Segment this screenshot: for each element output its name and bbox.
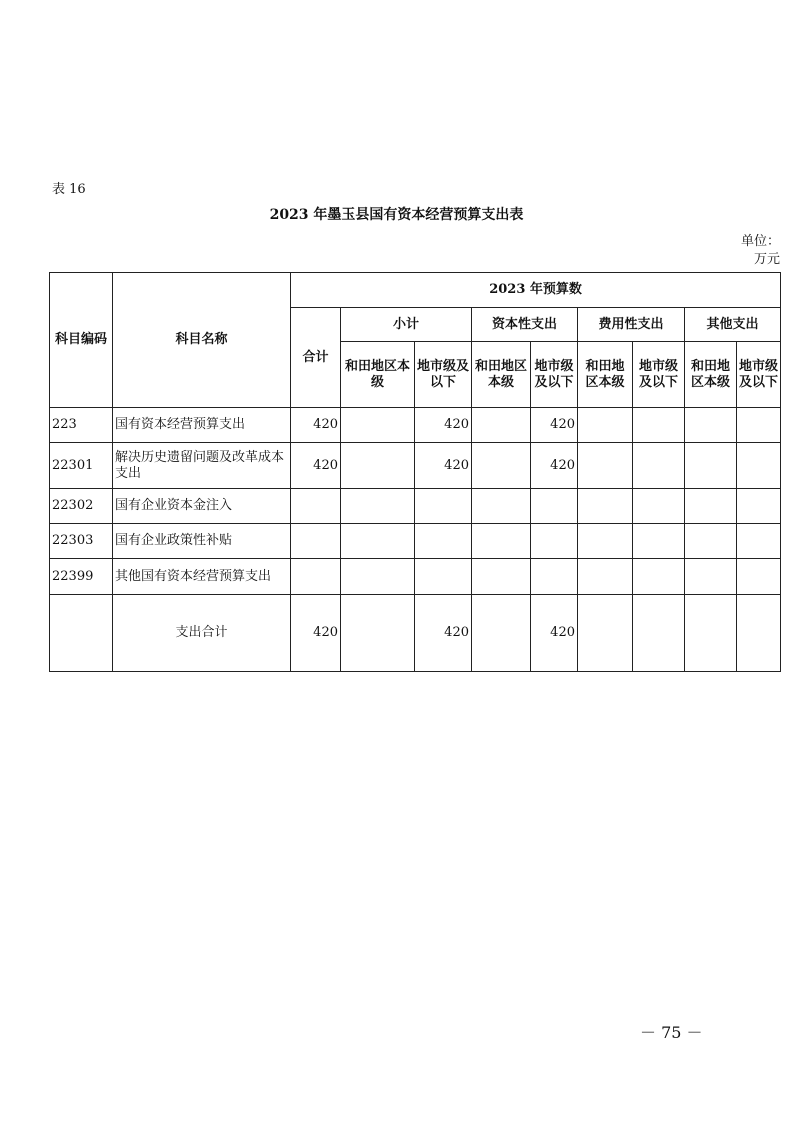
cell: 420 [415, 595, 472, 672]
cell [737, 408, 781, 443]
header-sub: 和田地区本级 [472, 342, 531, 408]
header-sub: 和田地区本级 [578, 342, 633, 408]
cell [633, 489, 685, 524]
cell [737, 524, 781, 559]
cell [685, 559, 737, 595]
cell: 420 [415, 408, 472, 443]
header-sub: 地市级及以下 [633, 342, 685, 408]
header-sub: 和田地区本级 [685, 342, 737, 408]
table-row [50, 443, 781, 489]
cell [341, 443, 415, 489]
cell [578, 524, 633, 559]
cell-total [291, 559, 341, 595]
document-title: 2023 年墨玉县国有资本经营预算支出表 [269, 207, 524, 223]
cell [685, 524, 737, 559]
budget-table [49, 272, 781, 672]
cell-total: 420 [291, 595, 341, 672]
row-name: 国有资本经营预算支出 [113, 408, 291, 443]
header-budget-year: 2023 年预算数 [291, 273, 781, 308]
header-sub: 地市级及以下 [737, 342, 781, 408]
header-group-expense: 费用性支出 [578, 308, 685, 342]
cell [341, 524, 415, 559]
cell-total [291, 524, 341, 559]
cell [578, 443, 633, 489]
cell [633, 595, 685, 672]
cell [578, 595, 633, 672]
table-row [50, 524, 781, 559]
cell [472, 595, 531, 672]
cell-total: 420 [291, 408, 341, 443]
cell [737, 559, 781, 595]
cell: 420 [531, 595, 578, 672]
cell: 420 [531, 408, 578, 443]
cell: 420 [531, 443, 578, 489]
cell [472, 408, 531, 443]
header-sub: 地市级及以下 [531, 342, 578, 408]
cell [685, 408, 737, 443]
row-code-empty [50, 595, 113, 672]
table-number: 表 16 [52, 182, 86, 197]
cell: 420 [415, 443, 472, 489]
header-group-other: 其他支出 [685, 308, 781, 342]
cell [472, 443, 531, 489]
header-group-subtotal: 小计 [341, 308, 472, 342]
row-code: 22301 [50, 443, 113, 489]
table-row [50, 559, 781, 595]
total-label: 支出合计 [113, 595, 291, 672]
cell [415, 489, 472, 524]
header-total: 合计 [291, 308, 341, 408]
row-name: 其他国有资本经营预算支出 [113, 559, 291, 595]
cell [737, 595, 781, 672]
cell [578, 559, 633, 595]
row-name: 国有企业政策性补贴 [113, 524, 291, 559]
cell [633, 408, 685, 443]
table-row [50, 489, 781, 524]
page-number: － 75 － [640, 1023, 703, 1042]
cell [341, 595, 415, 672]
row-code: 223 [50, 408, 113, 443]
cell [737, 489, 781, 524]
cell [685, 443, 737, 489]
header-sub: 和田地区本级 [341, 342, 415, 408]
row-code: 22303 [50, 524, 113, 559]
unit-label [700, 233, 780, 269]
cell [415, 524, 472, 559]
cell [578, 408, 633, 443]
cell-total [291, 489, 341, 524]
cell [472, 559, 531, 595]
row-name: 解决历史遗留问题及改革成本支出 [113, 443, 291, 489]
cell [685, 489, 737, 524]
row-code: 22399 [50, 559, 113, 595]
cell [341, 559, 415, 595]
header-sub: 地市级及以下 [415, 342, 472, 408]
unit-line-2: 万元 [753, 252, 780, 267]
row-code: 22302 [50, 489, 113, 524]
cell [415, 559, 472, 595]
cell [531, 489, 578, 524]
total-row [50, 595, 781, 672]
cell [633, 524, 685, 559]
header-group-capital: 资本性支出 [472, 308, 578, 342]
cell [472, 524, 531, 559]
cell [472, 489, 531, 524]
row-name: 国有企业资本金注入 [113, 489, 291, 524]
cell [578, 489, 633, 524]
unit-line-1: 单位： [740, 234, 780, 249]
cell [341, 489, 415, 524]
table-row [50, 408, 781, 443]
cell [531, 559, 578, 595]
cell [633, 559, 685, 595]
cell-total: 420 [291, 443, 341, 489]
header-name: 科目名称 [113, 273, 291, 408]
cell [633, 443, 685, 489]
header-code: 科目编码 [50, 273, 113, 408]
cell [341, 408, 415, 443]
cell [685, 595, 737, 672]
cell [531, 524, 578, 559]
cell [737, 443, 781, 489]
